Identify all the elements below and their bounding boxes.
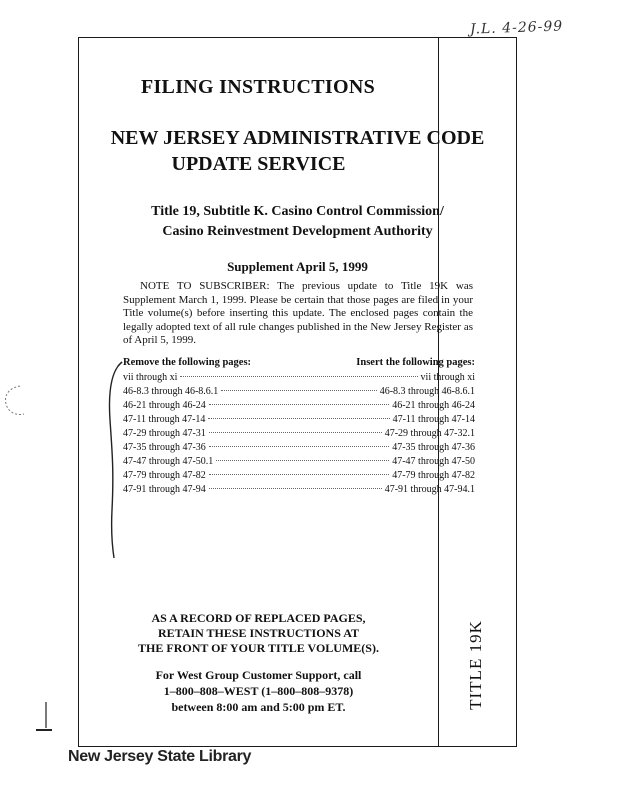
- insert-pages: 47-91 through 47-94.1: [384, 484, 475, 495]
- page-row: [123, 456, 475, 470]
- insert-pages: 46-21 through 46-24: [392, 400, 475, 411]
- dot-leader: [208, 418, 389, 419]
- dot-leader: [216, 460, 389, 461]
- record-line3: THE FRONT OF YOUR TITLE VOLUME(S).: [138, 641, 379, 655]
- subtitle-line1: Title 19, Subtitle K. Casino Control Commission/: [151, 204, 444, 219]
- dot-leader: [180, 376, 417, 377]
- remove-pages: 47-29 through 47-31: [123, 428, 206, 439]
- insert-pages: 47-29 through 47-32.1: [384, 428, 475, 439]
- remove-pages: 46-21 through 46-24: [123, 400, 206, 411]
- record-line1: AS A RECORD OF REPLACED PAGES,: [151, 611, 366, 625]
- remove-pages: 47-79 through 47-82: [123, 470, 206, 481]
- code-title: [78, 125, 517, 177]
- insert-pages: 47-11 through 47-14: [392, 414, 475, 425]
- margin-mark-icon: [30, 700, 54, 740]
- insert-pages: 47-79 through 47-82: [392, 470, 475, 481]
- remove-pages: 47-47 through 47-50.1: [123, 456, 214, 467]
- page-row: [123, 442, 475, 456]
- page-title: FILING INSTRUCTIONS: [140, 76, 376, 98]
- insert-pages: 46-8.3 through 46-8.6.1: [379, 386, 475, 397]
- support-phone: 1–800–808–WEST (1–800–808–9378): [163, 684, 354, 698]
- remove-pages: 47-35 through 47-36: [123, 442, 206, 453]
- support-line1: For West Group Customer Support, call: [155, 668, 362, 682]
- dot-leader: [221, 390, 376, 391]
- page-row: [123, 428, 475, 442]
- page-row: [123, 372, 475, 386]
- subtitle-line2: Casino Reinvestment Development Authority: [162, 224, 433, 239]
- remove-pages: 47-11 through 47-14: [123, 414, 206, 425]
- supplement-date: Supplement April 5, 1999: [227, 259, 368, 274]
- library-stamp: New Jersey State Library: [68, 748, 252, 765]
- insert-pages: 47-35 through 47-36: [392, 442, 475, 453]
- page-row: [123, 470, 475, 484]
- customer-support: [78, 667, 517, 715]
- side-tab-label: TITLE 19K: [466, 620, 486, 710]
- page-replacement-list: [123, 357, 475, 498]
- record-line2: RETAIN THESE INSTRUCTIONS AT: [157, 626, 360, 640]
- page-row: [123, 386, 475, 400]
- insert-header: Insert the following pages:: [356, 357, 475, 368]
- dot-leader: [209, 404, 389, 405]
- code-title-line1: NEW JERSEY ADMINISTRATIVE CODE: [110, 127, 485, 149]
- remove-pages: 47-91 through 47-94: [123, 484, 206, 495]
- code-title-line2: UPDATE SERVICE: [171, 153, 346, 175]
- dot-leader: [209, 488, 382, 489]
- handwritten-note: J.L. 4-26-99: [469, 18, 564, 38]
- insert-pages: vii through xi: [420, 372, 475, 383]
- dot-leader: [209, 446, 389, 447]
- page-row: [123, 484, 475, 498]
- dot-leader: [209, 432, 382, 433]
- subscriber-note: NOTE TO SUBSCRIBER: The previous update to Title 19K was Supplement March 1, 1999. Please be certain that those pages are filed in your Title volume(s) before inserting this update. The enclosed pages contain the legally adopted text of all rule changes published in the New Jersey Register as of April 5, 1999.: [123, 280, 473, 347]
- insert-pages: 47-47 through 47-50: [392, 456, 475, 467]
- punch-hole-icon: [2, 384, 28, 418]
- page-row: [123, 414, 475, 428]
- subtitle: [78, 202, 517, 242]
- support-hours: between 8:00 am and 5:00 pm ET.: [171, 700, 346, 714]
- remove-header: Remove the following pages:: [123, 357, 252, 368]
- remove-pages: vii through xi: [123, 372, 178, 383]
- remove-pages: 46-8.3 through 46-8.6.1: [123, 386, 219, 397]
- dot-leader: [209, 474, 389, 475]
- page-row: [123, 400, 475, 414]
- record-notice: [78, 611, 517, 656]
- page-list-header: [123, 357, 475, 372]
